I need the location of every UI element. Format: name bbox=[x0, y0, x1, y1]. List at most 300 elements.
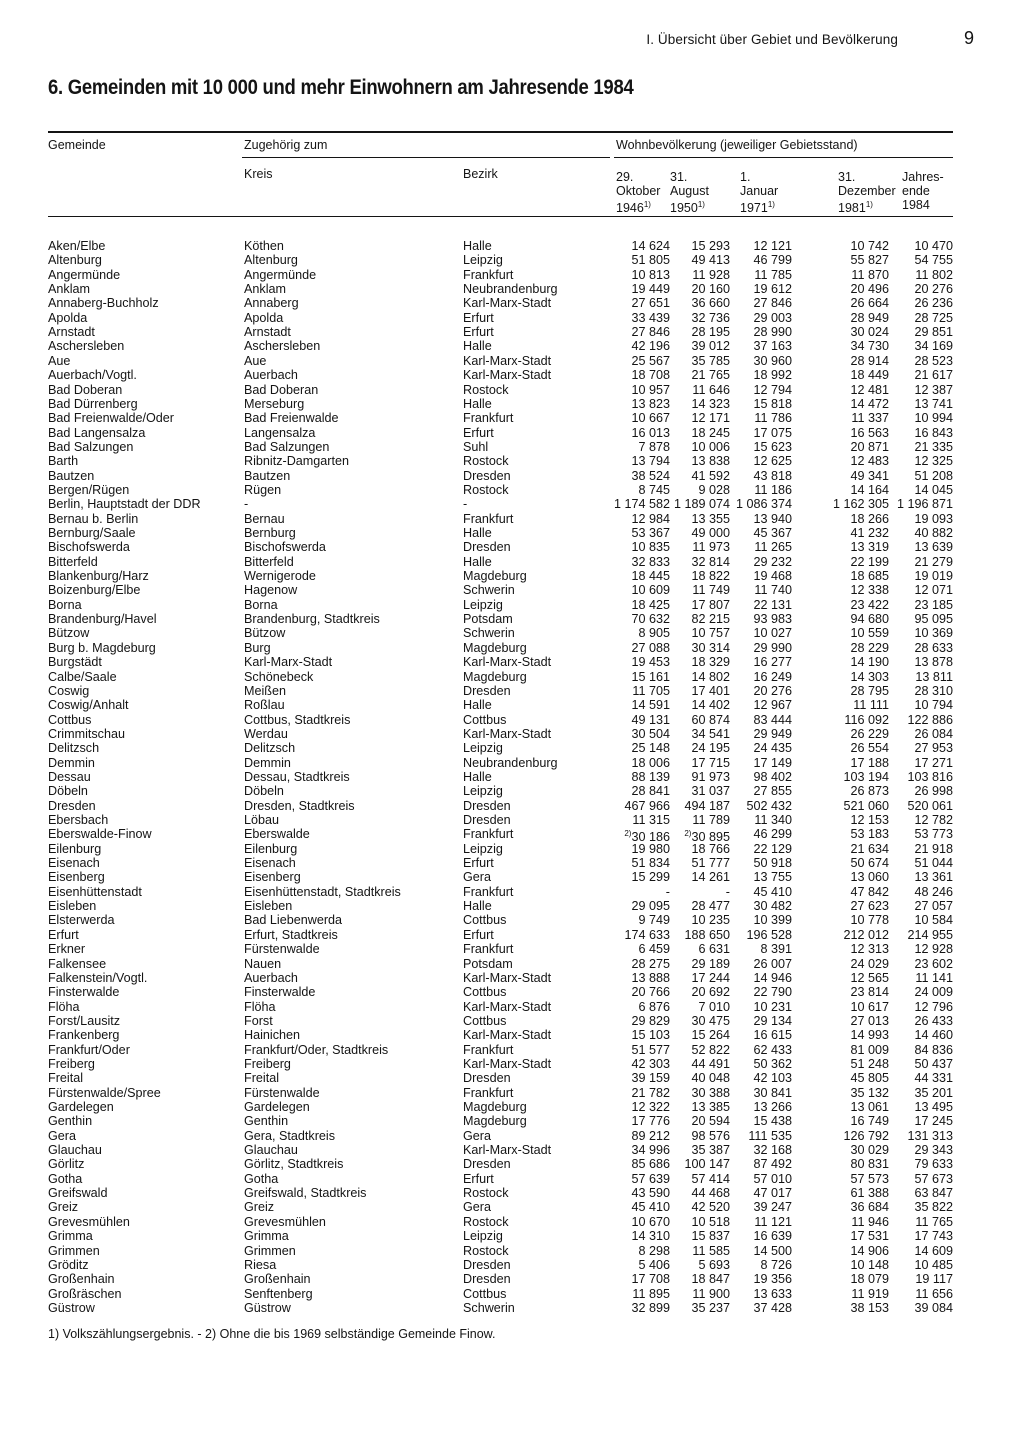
cell-population: 20 276 bbox=[753, 683, 792, 698]
cell-gemeinde: Crimmitschau bbox=[48, 726, 125, 741]
column-header-bezirk: Bezirk bbox=[463, 167, 498, 181]
cell-bezirk: Dresden bbox=[463, 1157, 511, 1172]
cell-population: 116 092 bbox=[844, 712, 889, 727]
column-header-year bbox=[670, 170, 725, 215]
cell-population: 22 199 bbox=[850, 554, 889, 569]
cell-population: 36 660 bbox=[691, 296, 730, 311]
cell-population: 46 799 bbox=[753, 253, 792, 268]
cell-population: $^{2)}$30 895 bbox=[684, 829, 730, 845]
cell-population: 14 310 bbox=[631, 1229, 670, 1244]
cell-population: 9 749 bbox=[638, 913, 670, 928]
cell-gemeinde: Delitzsch bbox=[48, 741, 100, 756]
cell-gemeinde: Falkenstein/Vogtl. bbox=[48, 970, 148, 985]
cell-gemeinde: Gröditz bbox=[48, 1257, 89, 1272]
cell-population: 12 984 bbox=[631, 511, 670, 526]
cell-population: 13 794 bbox=[631, 454, 670, 469]
cell-population: 14 323 bbox=[691, 396, 730, 411]
year-header-line: ende bbox=[902, 184, 930, 198]
cell-population: 32 736 bbox=[691, 310, 730, 325]
cell-population: 16 249 bbox=[753, 669, 792, 684]
cell-population: 95 095 bbox=[914, 612, 953, 627]
page-header bbox=[48, 30, 974, 54]
cell-kreis: Altenburg bbox=[244, 253, 298, 268]
cell-population: 11 919 bbox=[851, 1286, 889, 1301]
cell-population: 29 189 bbox=[691, 956, 730, 971]
cell-population: 10 006 bbox=[691, 439, 730, 454]
cell-population: 28 949 bbox=[850, 310, 889, 325]
cell-bezirk: Erfurt bbox=[463, 310, 494, 325]
cell-population: 24 435 bbox=[753, 741, 792, 756]
cell-gemeinde: Großenhain bbox=[48, 1272, 115, 1287]
cell-population: 18 266 bbox=[850, 511, 889, 526]
cell-population: 38 524 bbox=[631, 468, 670, 483]
cell-bezirk: - bbox=[463, 497, 468, 512]
cell-population: 1 174 582 bbox=[613, 497, 670, 512]
cell-population: 1 086 374 bbox=[735, 497, 792, 512]
cell-population: 196 528 bbox=[746, 927, 792, 942]
year-header-line: 1971$^{1)}$ bbox=[740, 200, 775, 216]
cell-population: 11 186 bbox=[754, 482, 792, 497]
cell-population: 12 313 bbox=[850, 942, 889, 957]
cell-population: 11 340 bbox=[754, 813, 792, 827]
cell-population: 15 837 bbox=[691, 1229, 730, 1244]
cell-population: 48 246 bbox=[914, 884, 953, 899]
cell-kreis: Aue bbox=[244, 353, 267, 368]
cell-kreis: Borna bbox=[244, 597, 278, 612]
cell-bezirk: Leipzig bbox=[463, 597, 503, 612]
cell-gemeinde: Angermünde bbox=[48, 267, 121, 282]
cell-gemeinde: Grevesmühlen bbox=[48, 1214, 130, 1229]
cell-population: 85 686 bbox=[631, 1157, 670, 1172]
cell-gemeinde: Bad Langensalza bbox=[48, 425, 146, 440]
cell-population: 16 615 bbox=[753, 1028, 792, 1043]
cell-kreis: Gardelegen bbox=[244, 1100, 310, 1114]
cell-bezirk: Dresden bbox=[463, 540, 511, 555]
cell-population: 18 847 bbox=[691, 1272, 730, 1287]
cell-population: 29 949 bbox=[753, 726, 792, 741]
cell-population: 42 103 bbox=[753, 1071, 792, 1086]
cell-kreis: Dessau, Stadtkreis bbox=[244, 769, 350, 784]
cell-population: 13 940 bbox=[753, 511, 792, 526]
cell-bezirk: Erfurt bbox=[463, 425, 494, 440]
cell-population: 30 482 bbox=[753, 899, 792, 914]
cell-population: 28 275 bbox=[631, 956, 670, 971]
cell-bezirk: Rostock bbox=[463, 454, 509, 469]
cell-population: 494 187 bbox=[684, 798, 730, 813]
cell-population: 70 632 bbox=[631, 612, 670, 627]
cell-bezirk: Halle bbox=[463, 239, 492, 253]
cell-population: 17 271 bbox=[914, 755, 953, 770]
cell-population: 10 485 bbox=[914, 1257, 953, 1272]
cell-gemeinde: Boizenburg/Elbe bbox=[48, 583, 141, 598]
cell-population: 32 168 bbox=[753, 1143, 792, 1158]
cell-population: 15 299 bbox=[631, 870, 670, 885]
cell-population: 13 888 bbox=[631, 970, 670, 985]
cell-population: 14 190 bbox=[850, 655, 889, 670]
cell-gemeinde: Großräschen bbox=[48, 1286, 122, 1301]
cell-gemeinde: Bergen/Rügen bbox=[48, 482, 130, 497]
cell-population: 13 361 bbox=[914, 870, 953, 885]
cell-kreis: Fürstenwalde bbox=[244, 942, 320, 957]
cell-population: 14 472 bbox=[850, 396, 889, 411]
cell-population: 11 656 bbox=[915, 1286, 953, 1301]
cell-population: 28 990 bbox=[753, 325, 792, 340]
cell-population: 30 841 bbox=[753, 1085, 792, 1100]
cell-population: 11 740 bbox=[754, 583, 792, 598]
cell-population: 84 836 bbox=[914, 1042, 953, 1057]
cell-population: 45 367 bbox=[753, 526, 792, 540]
cell-kreis: Köthen bbox=[244, 239, 284, 253]
cell-population: 32 899 bbox=[631, 1300, 670, 1315]
cell-population: 30 388 bbox=[691, 1085, 730, 1100]
cell-population: 39 012 bbox=[691, 339, 730, 354]
cell-population: 21 279 bbox=[914, 554, 953, 569]
cell-population: 57 673 bbox=[914, 1171, 953, 1186]
cell-population: 126 792 bbox=[843, 1128, 889, 1143]
cell-population: 214 955 bbox=[907, 927, 953, 942]
cell-population: 17 715 bbox=[691, 755, 730, 770]
cell-bezirk: Magdeburg bbox=[463, 569, 527, 584]
cell-population: 41 232 bbox=[850, 526, 889, 540]
cell-population: 25 567 bbox=[631, 353, 670, 368]
cell-kreis: Cottbus, Stadtkreis bbox=[244, 712, 351, 727]
year-header-line: Oktober bbox=[616, 184, 661, 198]
cell-kreis: - bbox=[244, 497, 249, 512]
cell-kreis: Bautzen bbox=[244, 468, 291, 483]
cell-population: 26 554 bbox=[850, 741, 889, 756]
cell-bezirk: Erfurt bbox=[463, 325, 494, 340]
cell-population: - bbox=[725, 884, 730, 899]
cell-gemeinde: Eisenach bbox=[48, 856, 100, 871]
cell-population: 42 196 bbox=[631, 339, 670, 354]
cell-population: 81 009 bbox=[850, 1042, 889, 1057]
cell-population: 18 425 bbox=[631, 597, 670, 612]
cell-kreis: Bernburg bbox=[244, 526, 296, 540]
cell-population: 27 651 bbox=[631, 296, 670, 311]
cell-population: 10 794 bbox=[914, 698, 953, 713]
cell-kreis: Arnstadt bbox=[244, 325, 291, 340]
cell-population: 63 847 bbox=[914, 1186, 953, 1201]
cell-population: 27 088 bbox=[631, 640, 670, 655]
cell-population: 41 592 bbox=[691, 468, 730, 483]
cell-population: 8 726 bbox=[760, 1257, 792, 1272]
zugehoerig-rule bbox=[242, 157, 610, 158]
cell-gemeinde: Finsterwalde bbox=[48, 985, 120, 1000]
cell-population: 19 980 bbox=[631, 841, 670, 856]
cell-population: 29 851 bbox=[914, 325, 953, 340]
cell-population: 10 470 bbox=[914, 239, 953, 253]
cell-gemeinde: Apolda bbox=[48, 310, 88, 325]
cell-population: 16 749 bbox=[850, 1114, 889, 1129]
cell-population: 45 410 bbox=[753, 884, 792, 899]
cell-gemeinde: Genthin bbox=[48, 1114, 93, 1129]
cell-population: 11 785 bbox=[754, 267, 792, 282]
cell-population: 10 027 bbox=[753, 626, 792, 641]
cell-bezirk: Cottbus bbox=[463, 985, 507, 1000]
cell-population: 18 245 bbox=[691, 425, 730, 440]
cell-population: 12 483 bbox=[850, 454, 889, 469]
cell-population: 188 650 bbox=[684, 927, 730, 942]
cell-population: 10 757 bbox=[691, 626, 730, 641]
cell-population: 103 816 bbox=[907, 769, 953, 784]
cell-gemeinde: Dessau bbox=[48, 769, 91, 784]
cell-gemeinde: Forst/Lausitz bbox=[48, 1013, 121, 1028]
cell-gemeinde: Bad Doberan bbox=[48, 382, 123, 397]
cell-bezirk: Gera bbox=[463, 1128, 491, 1143]
cell-population: 23 422 bbox=[850, 597, 889, 612]
cell-bezirk: Karl-Marx-Stadt bbox=[463, 1028, 552, 1043]
cell-population: 53 773 bbox=[914, 827, 953, 842]
column-header-year bbox=[740, 170, 795, 215]
cell-population: 13 823 bbox=[631, 396, 670, 411]
cell-bezirk: Karl-Marx-Stadt bbox=[463, 655, 552, 670]
cell-population: 14 303 bbox=[850, 669, 889, 684]
cell-population: 18 685 bbox=[850, 569, 889, 584]
cell-population: 32 833 bbox=[631, 554, 670, 569]
cell-kreis: Freital bbox=[244, 1071, 279, 1086]
cell-kreis: Nauen bbox=[244, 956, 282, 971]
cell-bezirk: Erfurt bbox=[463, 927, 494, 942]
cell-population: 10 148 bbox=[850, 1257, 889, 1272]
cell-population: 20 871 bbox=[850, 439, 889, 454]
cell-population: 35 132 bbox=[850, 1085, 889, 1100]
cell-population: 28 841 bbox=[631, 784, 670, 799]
cell-population: 5 406 bbox=[638, 1257, 670, 1272]
cell-bezirk: Dresden bbox=[463, 683, 511, 698]
cell-population: 26 007 bbox=[753, 956, 792, 971]
cell-population: 12 153 bbox=[850, 813, 889, 827]
cell-population: 15 623 bbox=[753, 439, 792, 454]
cell-gemeinde: Coswig bbox=[48, 683, 90, 698]
cell-population: 1 196 871 bbox=[896, 497, 953, 512]
cell-kreis: Merseburg bbox=[244, 396, 305, 411]
cell-population: 22 131 bbox=[753, 597, 792, 612]
cell-kreis: Bad Liebenwerda bbox=[244, 913, 343, 928]
cell-population: 15 438 bbox=[753, 1114, 792, 1129]
cell-population: 13 633 bbox=[753, 1286, 792, 1301]
cell-population: 10 609 bbox=[631, 583, 670, 598]
cell-kreis: Rügen bbox=[244, 482, 282, 497]
cell-population: 6 876 bbox=[638, 999, 670, 1014]
cell-gemeinde: Frankfurt/Oder bbox=[48, 1042, 130, 1057]
cell-population: 5 693 bbox=[698, 1257, 730, 1272]
cell-population: 11 337 bbox=[851, 411, 889, 426]
cell-population: 18 992 bbox=[753, 368, 792, 383]
cell-population: 61 388 bbox=[850, 1186, 889, 1201]
cell-population: 14 609 bbox=[914, 1243, 953, 1258]
cell-kreis: Aschersleben bbox=[244, 339, 321, 354]
column-header-gemeinde: Gemeinde bbox=[48, 138, 106, 152]
cell-kreis: Hagenow bbox=[244, 583, 298, 598]
cell-kreis: Angermünde bbox=[244, 267, 317, 282]
cell-population: 17 245 bbox=[914, 1114, 953, 1129]
cell-population: 11 765 bbox=[915, 1214, 953, 1229]
cell-population: 21 634 bbox=[850, 841, 889, 856]
cell-population: 50 674 bbox=[850, 856, 889, 871]
cell-gemeinde: Calbe/Saale bbox=[48, 669, 117, 684]
cell-population: 15 818 bbox=[753, 396, 792, 411]
cell-gemeinde: Altenburg bbox=[48, 253, 102, 268]
cell-bezirk: Frankfurt bbox=[463, 511, 514, 526]
cell-bezirk: Leipzig bbox=[463, 784, 503, 799]
cell-kreis: Genthin bbox=[244, 1114, 289, 1129]
cell-population: 50 437 bbox=[914, 1056, 953, 1071]
cell-population: 8 391 bbox=[760, 942, 792, 957]
cell-population: 17 188 bbox=[850, 755, 889, 770]
cell-population: 26 664 bbox=[850, 296, 889, 311]
cell-population: 32 814 bbox=[691, 554, 730, 569]
cell-kreis: Forst bbox=[244, 1013, 273, 1028]
cell-population: 12 171 bbox=[691, 411, 730, 426]
cell-population: 13 878 bbox=[914, 655, 953, 670]
cell-bezirk: Suhl bbox=[463, 439, 489, 454]
cell-bezirk: Halle bbox=[463, 899, 492, 914]
cell-population: 91 973 bbox=[691, 769, 730, 784]
cell-population: 28 195 bbox=[691, 325, 730, 340]
cell-bezirk: Karl-Marx-Stadt bbox=[463, 999, 552, 1014]
cell-population: 24 029 bbox=[850, 956, 889, 971]
cell-population: 23 602 bbox=[914, 956, 953, 971]
cell-kreis: Eisenach bbox=[244, 856, 296, 871]
cell-population: 35 387 bbox=[691, 1143, 730, 1158]
cell-population: 57 573 bbox=[850, 1171, 889, 1186]
cell-kreis: Glauchau bbox=[244, 1143, 298, 1158]
cell-population: 27 057 bbox=[914, 899, 953, 914]
cell-population: 28 633 bbox=[914, 640, 953, 655]
cell-population: 25 148 bbox=[631, 741, 670, 756]
cell-population: 44 491 bbox=[691, 1056, 730, 1071]
cell-bezirk: Leipzig bbox=[463, 841, 503, 856]
cell-population: 57 414 bbox=[691, 1171, 730, 1186]
cell-population: 10 994 bbox=[914, 411, 953, 426]
cell-population: 42 520 bbox=[691, 1200, 730, 1215]
cell-population: 24 195 bbox=[691, 741, 730, 756]
wohnbevoelkerung-rule bbox=[614, 157, 953, 158]
cell-population: 18 708 bbox=[631, 368, 670, 383]
cell-population: 30 960 bbox=[753, 353, 792, 368]
cell-population: 51 805 bbox=[631, 253, 670, 268]
cell-bezirk: Karl-Marx-Stadt bbox=[463, 1056, 552, 1071]
cell-bezirk: Potsdam bbox=[463, 612, 513, 627]
cell-population: 13 319 bbox=[850, 540, 889, 555]
cell-population: 22 129 bbox=[753, 841, 792, 856]
cell-population: 131 313 bbox=[907, 1128, 953, 1143]
cell-population: 11 315 bbox=[632, 813, 670, 827]
cell-population: 13 639 bbox=[914, 540, 953, 555]
cell-bezirk: Halle bbox=[463, 339, 492, 354]
cell-gemeinde: Bernburg/Saale bbox=[48, 526, 136, 540]
cell-population: 50 362 bbox=[753, 1056, 792, 1071]
cell-population: 36 684 bbox=[850, 1200, 889, 1215]
cell-gemeinde: Freiberg bbox=[48, 1056, 95, 1071]
cell-population: 47 842 bbox=[850, 884, 889, 899]
cell-population: 17 531 bbox=[850, 1229, 889, 1244]
cell-population: 50 918 bbox=[753, 856, 792, 871]
cell-kreis: Eisleben bbox=[244, 899, 293, 914]
cell-population: 13 355 bbox=[691, 511, 730, 526]
cell-population: 8 905 bbox=[638, 626, 670, 641]
cell-gemeinde: Eberswalde-Finow bbox=[48, 827, 152, 842]
cell-population: 12 796 bbox=[914, 999, 953, 1014]
footnote: 1) Volkszählungsergebnis. - 2) Ohne die bis 1969 selbständige Gemeinde Finow. bbox=[48, 1327, 496, 1341]
cell-gemeinde: Bautzen bbox=[48, 468, 95, 483]
cell-bezirk: Dresden bbox=[463, 468, 511, 483]
year-header-line: 31. bbox=[670, 170, 688, 184]
cell-kreis: Anklam bbox=[244, 282, 286, 297]
cell-gemeinde: Döbeln bbox=[48, 784, 88, 799]
cell-population: 54 755 bbox=[914, 253, 953, 268]
cell-population: 14 993 bbox=[850, 1028, 889, 1043]
cell-bezirk: Karl-Marx-Stadt bbox=[463, 1143, 552, 1158]
cell-population: 12 625 bbox=[753, 454, 792, 469]
cell-population: 16 639 bbox=[753, 1229, 792, 1244]
cell-gemeinde: Fürstenwalde/Spree bbox=[48, 1085, 161, 1100]
cell-population: 27 623 bbox=[850, 899, 889, 914]
running-title: I. Übersicht über Gebiet und Bevölkerung bbox=[646, 32, 898, 47]
cell-population: 10 778 bbox=[850, 913, 889, 928]
cell-population: 11 786 bbox=[754, 411, 792, 426]
cell-bezirk: Halle bbox=[463, 526, 492, 540]
cell-population: 17 708 bbox=[631, 1272, 670, 1287]
cell-kreis: Gera, Stadtkreis bbox=[244, 1128, 335, 1143]
cell-gemeinde: Bad Dürrenberg bbox=[48, 396, 138, 411]
cell-population: 20 766 bbox=[631, 985, 670, 1000]
cell-population: 21 765 bbox=[691, 368, 730, 383]
cell-population: 49 131 bbox=[631, 712, 670, 727]
cell-kreis: Grevesmühlen bbox=[244, 1214, 326, 1229]
cell-bezirk: Frankfurt bbox=[463, 942, 514, 957]
cell-population: 53 367 bbox=[631, 526, 670, 540]
cell-population: 60 874 bbox=[691, 712, 730, 727]
cell-population: 53 183 bbox=[850, 827, 889, 842]
year-header-line: 1946$^{1)}$ bbox=[616, 200, 651, 216]
cell-population: 16 277 bbox=[753, 655, 792, 670]
cell-population: 29 990 bbox=[753, 640, 792, 655]
cell-kreis: Schönebeck bbox=[244, 669, 314, 684]
cell-population: 30 029 bbox=[850, 1143, 889, 1158]
cell-population: 103 194 bbox=[843, 769, 889, 784]
cell-kreis: Eisenhüttenstadt, Stadtkreis bbox=[244, 884, 401, 899]
cell-population: 23 814 bbox=[850, 985, 889, 1000]
cell-gemeinde: Freital bbox=[48, 1071, 83, 1086]
cell-bezirk: Erfurt bbox=[463, 856, 494, 871]
cell-population: 23 185 bbox=[914, 597, 953, 612]
cell-bezirk: Rostock bbox=[463, 1186, 509, 1201]
footnote-marker: 1) bbox=[643, 200, 651, 209]
cell-bezirk: Karl-Marx-Stadt bbox=[463, 368, 552, 383]
cell-bezirk: Dresden bbox=[463, 1257, 511, 1272]
cell-population: 28 914 bbox=[850, 353, 889, 368]
cell-gemeinde: Bitterfeld bbox=[48, 554, 98, 569]
cell-kreis: Döbeln bbox=[244, 784, 284, 799]
cell-population: 13 060 bbox=[850, 870, 889, 885]
cell-population: 55 827 bbox=[850, 253, 889, 268]
cell-population: 38 153 bbox=[850, 1300, 889, 1315]
cell-bezirk: Schwerin bbox=[463, 626, 515, 641]
cell-population: 57 010 bbox=[753, 1171, 792, 1186]
cell-population: 37 163 bbox=[753, 339, 792, 354]
cell-population: 14 946 bbox=[753, 970, 792, 985]
cell-bezirk: Halle bbox=[463, 769, 492, 784]
footnote-marker: 1) bbox=[697, 200, 705, 209]
cell-population: 82 215 bbox=[691, 612, 730, 627]
cell-bezirk: Magdeburg bbox=[463, 1114, 527, 1129]
cell-population: 11 928 bbox=[692, 267, 730, 282]
cell-population: 30 504 bbox=[631, 726, 670, 741]
cell-population: 520 061 bbox=[907, 798, 953, 813]
cell-population: 29 003 bbox=[753, 310, 792, 325]
cell-gemeinde: Gotha bbox=[48, 1171, 83, 1186]
